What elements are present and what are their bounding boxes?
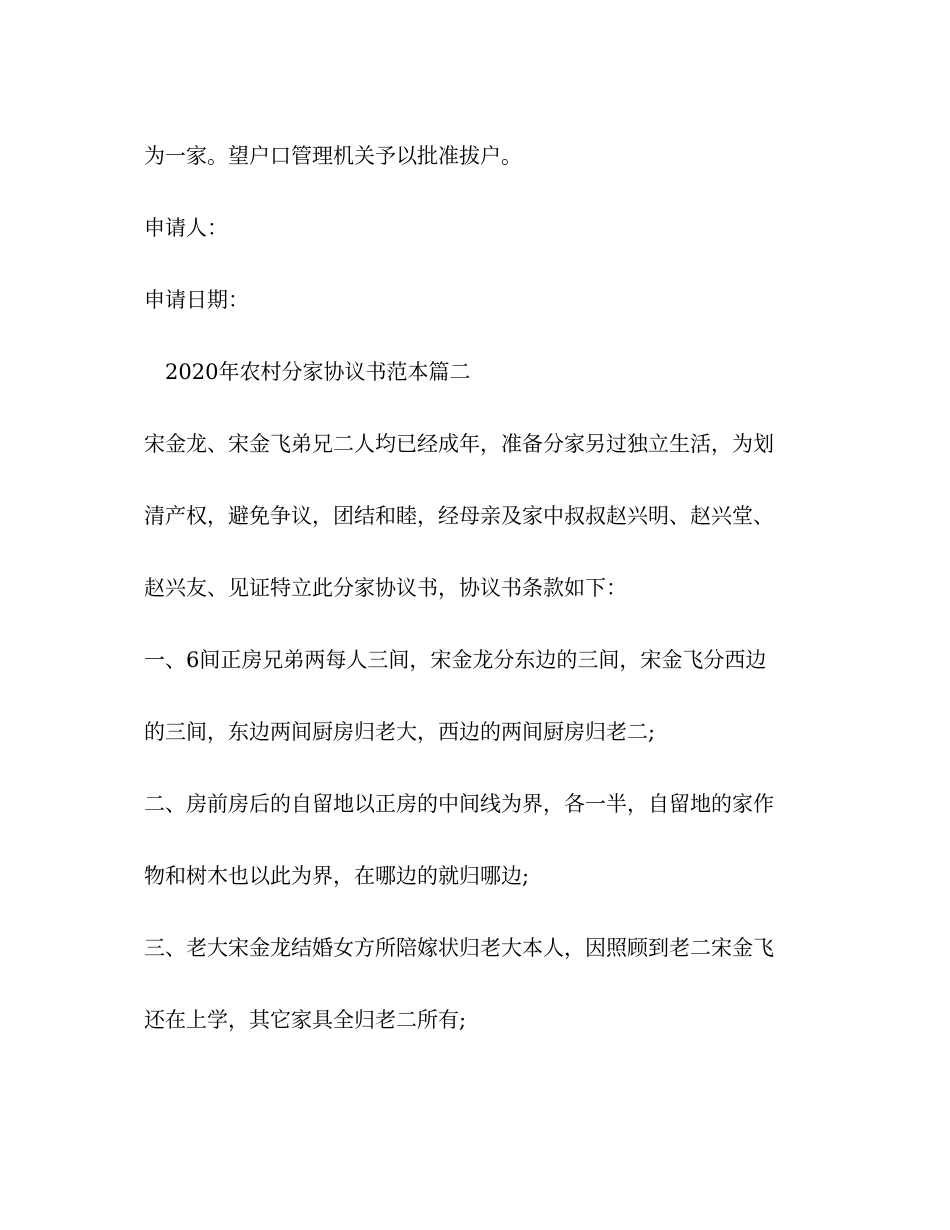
- clause-line: 的三间，东边两间厨房归老大，西边的两间厨房归老二;: [144, 720, 656, 744]
- section-heading: 2020年农村分家协议书范本篇二: [165, 360, 471, 384]
- clause-line: 二、房前房后的自留地以正房的中间线为界，各一半，自留地的家作: [144, 792, 774, 816]
- clause-line: 物和树木也以此为界，在哪边的就归哪边;: [144, 864, 530, 888]
- applicant-label: 申请人：: [144, 216, 228, 240]
- clause-line: 还在上学，其它家具全归老二所有;: [144, 1008, 467, 1032]
- clause-line: 一、6间正房兄弟两每人三间，宋金龙分东边的三间，宋金飞分西边: [144, 648, 767, 672]
- application-date-label: 申请日期：: [144, 288, 249, 312]
- clause-line: 三、老大宋金龙结婚女方所陪嫁状归老大本人，因照顾到老二宋金飞: [144, 936, 774, 960]
- paragraph-line: 赵兴友、见证特立此分家协议书，协议书条款如下：: [144, 576, 627, 600]
- paragraph-line: 清产权，避免争议，团结和睦，经母亲及家中叔叔赵兴明、赵兴堂、: [144, 504, 774, 528]
- paragraph-line: 宋金龙、宋金飞弟兄二人均已经成年，准备分家另过独立生活，为划: [144, 432, 774, 456]
- paragraph-line: 为一家。望户口管理机关予以批准拔户。: [144, 144, 522, 168]
